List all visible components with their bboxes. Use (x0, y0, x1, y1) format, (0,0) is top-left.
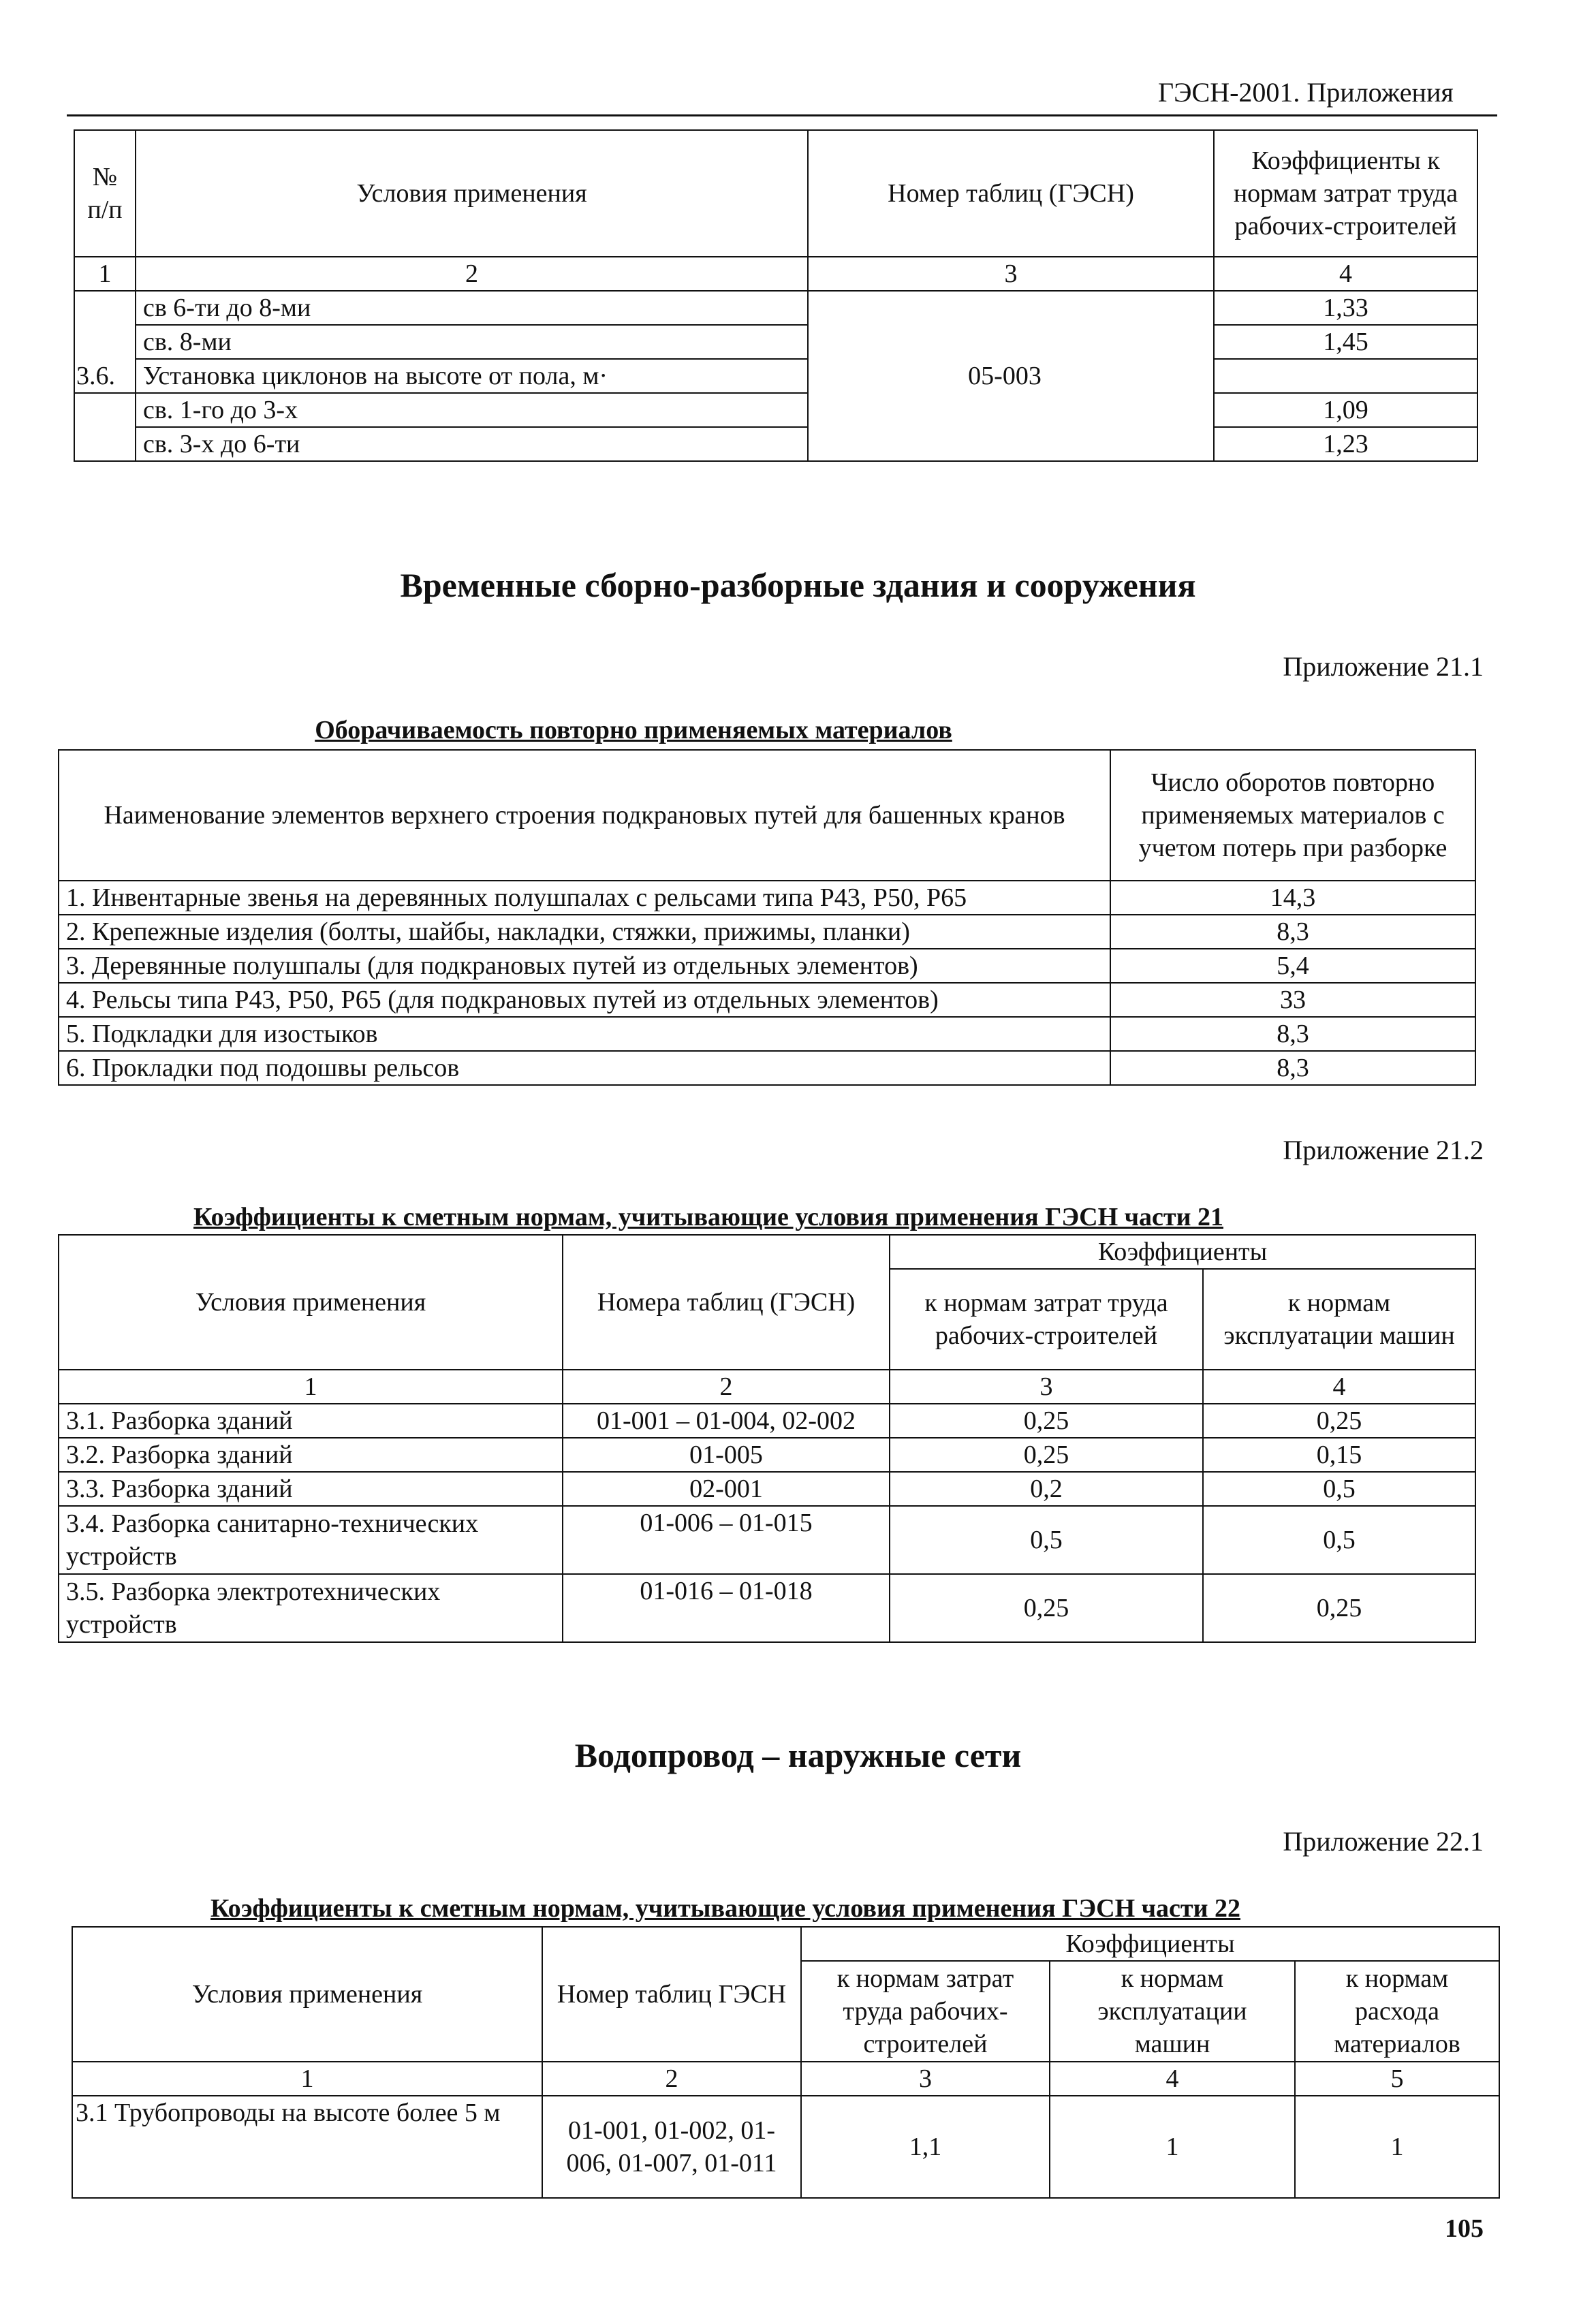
tables-cell: 01-016 – 01-018 (563, 1574, 890, 1642)
table-row (59, 1506, 1475, 1574)
coef-cell: 1,45 (1214, 325, 1477, 359)
header-rule (67, 114, 1497, 116)
machines-cell: 0,25 (1203, 1574, 1475, 1642)
th-turnover-count: Число оборотов повторно применяемых материалов с учетом потерь при разборке (1110, 750, 1475, 881)
col-number: 1 (74, 257, 136, 291)
labor-cell: 0,25 (890, 1438, 1203, 1472)
machines-cell: 0,25 (1203, 1404, 1475, 1438)
col-number: 3 (801, 2062, 1050, 2096)
element-name: 4. Рельсы типа Р43, Р50, Р65 (для подкрановых путей из отдельных элементов) (59, 983, 1110, 1017)
table-row (74, 359, 1477, 393)
machines-cell: 0,5 (1203, 1472, 1475, 1506)
col-number: 2 (542, 2062, 801, 2096)
th-coefficients: Коэффициенты (801, 1927, 1499, 1961)
labor-cell: 1,1 (801, 2096, 1050, 2198)
condition-cell: 3.3. Разборка зданий (59, 1472, 563, 1506)
table-row (59, 1051, 1475, 1085)
th-table-numbers: Номер таблиц ГЭСН (542, 1927, 801, 2062)
machines-cell: 1 (1050, 2096, 1295, 2198)
th-machines: к нормам эксплуатации машин (1050, 1961, 1295, 2062)
table-continuation (74, 129, 1478, 462)
section-title: Временные сборно-разборные здания и сооружения (400, 566, 1196, 604)
element-name: 3. Деревянные полушпалы (для подкрановых путей из отдельных элементов) (59, 949, 1110, 983)
turnover-value: 14,3 (1110, 881, 1475, 915)
col-number: 4 (1214, 257, 1477, 291)
th-labor: к нормам затрат труда рабочих-строителей (801, 1961, 1050, 2062)
labor-cell: 0,2 (890, 1472, 1203, 1506)
tables-cell: 01-001 – 01-004, 02-002 (563, 1404, 890, 1438)
table-row (72, 2096, 1499, 2198)
turnover-value: 8,3 (1110, 1017, 1475, 1051)
th-coefficients: Коэффициенты к нормам затрат труда рабочих-строителей (1214, 130, 1477, 257)
condition-cell: 3.2. Разборка зданий (59, 1438, 563, 1472)
machines-cell: 0,15 (1203, 1438, 1475, 1472)
condition-cell: 3.1. Разборка зданий (59, 1404, 563, 1438)
coef-cell: 1,09 (1214, 393, 1477, 427)
col-number: 5 (1295, 2062, 1499, 2096)
col-number: 4 (1050, 2062, 1295, 2096)
table-row (59, 881, 1475, 915)
labor-cell: 0,5 (890, 1506, 1203, 1574)
th-conditions: Условия применения (72, 1927, 542, 2062)
condition-cell: 3.1 Трубопроводы на высоте более 5 м (72, 2096, 542, 2198)
th-coefficients: Коэффициенты (890, 1235, 1475, 1269)
col-number: 2 (563, 1370, 890, 1404)
row-number: 3.6. (74, 359, 136, 393)
condition-cell: Установка циклонов на высоте от пола, м· (136, 359, 808, 393)
tables-cell: 01-001, 01-002, 01-006, 01-007, 01-011 (542, 2096, 801, 2198)
col-number: 4 (1203, 1370, 1475, 1404)
running-header: ГЭСН-2001. Приложения (1158, 77, 1454, 108)
appendix-label: Приложение 21.2 (1283, 1135, 1484, 1165)
th-num: № п/п (74, 130, 136, 257)
labor-cell: 0,25 (890, 1574, 1203, 1642)
table-title: Оборачиваемость повторно применяемых материалов (315, 716, 952, 744)
col-number: 3 (890, 1370, 1203, 1404)
table-row (59, 1472, 1475, 1506)
th-element-name: Наименование элементов верхнего строения подкрановых путей для башенных кранов (59, 750, 1110, 881)
table-row (59, 1438, 1475, 1472)
coef-cell: 1,33 (1214, 291, 1477, 325)
table-row (59, 1574, 1475, 1642)
table-row (59, 949, 1475, 983)
table-row (74, 325, 1477, 359)
condition-cell: св. 1-го до 3-х (136, 393, 808, 427)
condition-cell: св. 3-х до 6-ти (136, 427, 808, 461)
th-machines: к нормам эксплуатации машин (1203, 1269, 1475, 1370)
table-row (59, 983, 1475, 1017)
page-number: 105 (1445, 2214, 1484, 2243)
th-labor: к нормам затрат труда рабочих-строителей (890, 1269, 1203, 1370)
table-row (74, 291, 1477, 325)
materials-cell: 1 (1295, 2096, 1499, 2198)
element-name: 1. Инвентарные звенья на деревянных полушпалах с рельсами типа Р43, Р50, Р65 (59, 881, 1110, 915)
element-name: 6. Прокладки под подошвы рельсов (59, 1051, 1110, 1085)
col-number: 1 (72, 2062, 542, 2096)
element-name: 5. Подкладки для изостыков (59, 1017, 1110, 1051)
element-name: 2. Крепежные изделия (болты, шайбы, накладки, стяжки, прижимы, планки) (59, 915, 1110, 949)
coef-cell: 1,23 (1214, 427, 1477, 461)
turnover-value: 33 (1110, 983, 1475, 1017)
table-row (74, 393, 1477, 427)
tables-cell: 01-006 – 01-015 (563, 1506, 890, 1574)
machines-cell: 0,5 (1203, 1506, 1475, 1574)
turnover-value: 8,3 (1110, 915, 1475, 949)
table-row (74, 427, 1477, 461)
th-table-numbers: Номер таблиц (ГЭСН) (808, 130, 1214, 257)
turnover-value: 8,3 (1110, 1051, 1475, 1085)
tables-cell: 01-005 (563, 1438, 890, 1472)
coef-cell (1214, 359, 1477, 393)
turnover-table (58, 749, 1476, 1086)
table-title: Коэффициенты к сметным нормам, учитывающие условия применения ГЭСН части 21 (193, 1203, 1223, 1231)
th-conditions: Условия применения (136, 130, 808, 257)
table-numbers-cell: 05-003 (968, 362, 1042, 390)
appendix-label: Приложение 21.1 (1283, 651, 1484, 682)
labor-cell: 0,25 (890, 1404, 1203, 1438)
table-row (59, 1017, 1475, 1051)
appendix-label: Приложение 22.1 (1283, 1826, 1484, 1857)
condition-cell: св 6-ти до 8-ми (136, 291, 808, 325)
th-conditions: Условия применения (59, 1235, 563, 1370)
th-materials: к нормам расхода материалов (1295, 1961, 1499, 2062)
condition-cell: св. 8-ми (136, 325, 808, 359)
table-row (59, 915, 1475, 949)
th-table-numbers: Номера таблиц (ГЭСН) (563, 1235, 890, 1370)
col-number: 1 (59, 1370, 563, 1404)
condition-cell: 3.5. Разборка электротехнических устройств (59, 1574, 563, 1642)
condition-cell: 3.4. Разборка санитарно-технических устройств (59, 1506, 563, 1574)
table-title: Коэффициенты к сметным нормам, учитывающие условия применения ГЭСН части 22 (210, 1894, 1240, 1923)
table-row (59, 1404, 1475, 1438)
coef-table-22 (72, 1926, 1500, 2199)
turnover-value: 5,4 (1110, 949, 1475, 983)
section-title: Водопровод – наружные сети (574, 1736, 1022, 1774)
tables-cell: 02-001 (563, 1472, 890, 1506)
col-number: 2 (136, 257, 808, 291)
col-number: 3 (808, 257, 1214, 291)
coef-table-21 (58, 1234, 1476, 1643)
